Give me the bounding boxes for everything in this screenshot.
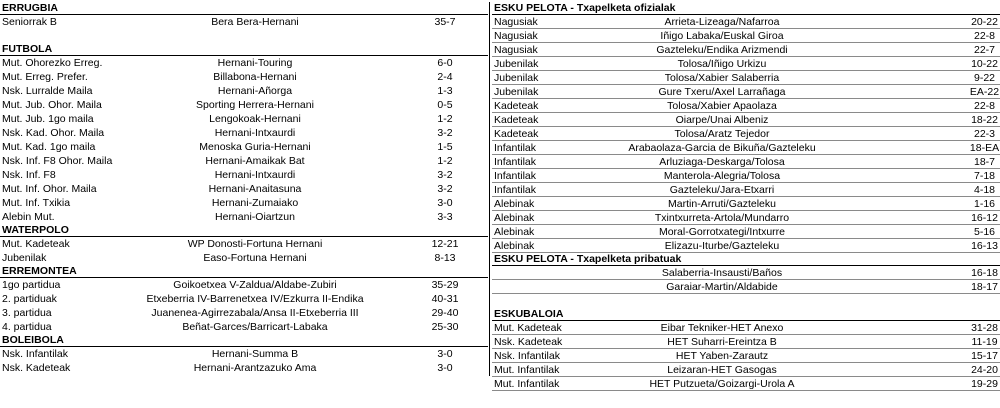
- result-row: [492, 169, 1000, 183]
- category-cell: 3. partidua: [2, 307, 52, 319]
- match-cell: Sporting Herrera-Hernani: [196, 99, 314, 111]
- result-row: [0, 251, 488, 265]
- match-cell: Eibar Tekniker-HET Anexo: [660, 322, 784, 334]
- score-cell: 16-13: [971, 240, 998, 252]
- match-cell: Iñigo Labaka/Euskal Giroa: [660, 30, 784, 42]
- score-cell: 1-5: [437, 141, 453, 153]
- score-cell: 1-2: [437, 155, 453, 167]
- section-title: ERREMONTEA: [0, 265, 488, 278]
- result-row: [0, 292, 488, 306]
- result-row: [0, 84, 488, 98]
- category-cell: Mut. Infantilak: [494, 378, 560, 390]
- category-cell: Mut. Inf. Txikia: [2, 197, 71, 209]
- match-cell: WP Donosti-Fortuna Hernani: [187, 238, 323, 250]
- category-cell: Alebin Mut.: [2, 211, 55, 223]
- match-cell: Elizazu-Iturbe/Gazteleku: [664, 240, 780, 252]
- result-row: [0, 347, 488, 361]
- category-cell: Nsk. Kadeteak: [2, 362, 71, 374]
- category-cell: Mut. Kadeteak: [2, 238, 70, 250]
- section-title: ESKU PELOTA - Txapelketa ofizialak: [492, 2, 1000, 15]
- result-row: [492, 85, 1000, 99]
- match-cell: Hernani-Intxaurdi: [214, 169, 296, 181]
- category-cell: Alebinak: [494, 226, 535, 238]
- result-row: [0, 126, 488, 140]
- score-cell: 18-22: [971, 114, 998, 126]
- score-cell: 11-19: [971, 336, 998, 348]
- result-row: [0, 56, 488, 70]
- score-cell: 1-16: [973, 198, 995, 210]
- result-row: [0, 98, 488, 112]
- category-cell: Infantilak: [494, 170, 537, 182]
- match-cell: HET Putzueta/Goizargi-Urola A: [649, 378, 795, 390]
- result-row: [0, 15, 488, 29]
- result-row: [492, 113, 1000, 127]
- category-cell: Mut. Jub. Ohor. Maila: [2, 99, 102, 111]
- match-cell: Hernani-Touring: [217, 57, 293, 69]
- result-row: [0, 154, 488, 168]
- match-cell: Tolosa/Xabier Apaolaza: [667, 100, 777, 112]
- section-spacer: [0, 29, 488, 43]
- category-cell: Alebinak: [494, 198, 535, 210]
- category-cell: Jubenilak: [494, 86, 539, 98]
- match-cell: Goikoetxea V-Zaldua/Aldabe-Zubiri: [173, 279, 337, 291]
- category-cell: Infantilak: [494, 184, 537, 196]
- result-row: [0, 278, 488, 292]
- category-cell: Nsk. Infantilak: [494, 350, 560, 362]
- match-cell: Salaberria-Insausti/Baños: [661, 267, 783, 279]
- result-row: [492, 197, 1000, 211]
- score-cell: 22-3: [973, 128, 995, 140]
- score-cell: 35-29: [431, 279, 459, 291]
- score-cell: 3-0: [437, 362, 453, 374]
- section-title: BOLEIBOLA: [0, 334, 488, 347]
- score-cell: 7-18: [973, 170, 995, 182]
- score-cell: 10-22: [971, 58, 998, 70]
- score-cell: 15-17: [971, 350, 998, 362]
- match-cell: Hernani-Amaikak Bat: [205, 155, 305, 167]
- score-cell: 22-8: [973, 30, 995, 42]
- category-cell: Kadeteak: [494, 114, 539, 126]
- category-cell: Alebinak: [494, 212, 535, 224]
- result-row: [492, 266, 1000, 280]
- score-cell: 12-21: [431, 238, 459, 250]
- category-cell: Mut. Erreg. Prefer.: [2, 71, 88, 83]
- match-cell: Manterola-Alegria/Tolosa: [663, 170, 781, 182]
- score-cell: 25-30: [431, 321, 459, 333]
- score-cell: 3-0: [437, 197, 453, 209]
- result-row: [492, 239, 1000, 253]
- category-cell: Infantilak: [494, 156, 537, 168]
- match-cell: Txintxurreta-Artola/Mundarro: [654, 212, 790, 224]
- result-row: [0, 168, 488, 182]
- category-cell: Nsk. Lurralde Maila: [2, 85, 93, 97]
- score-cell: 4-18: [973, 184, 995, 196]
- category-cell: Mut. Kadeteak: [494, 322, 562, 334]
- result-row: [492, 141, 1000, 155]
- category-cell: Mut. Kad. 1go maila: [2, 141, 96, 153]
- score-cell: 1-3: [437, 85, 453, 97]
- section-title: ESKU PELOTA - Txapelketa pribatuak: [492, 253, 1000, 266]
- category-cell: 2. partiduak: [2, 293, 57, 305]
- score-cell: 3-2: [437, 183, 453, 195]
- score-cell: 22-7: [973, 44, 995, 56]
- score-cell: 31-28: [971, 322, 998, 334]
- match-cell: Billabona-Hernani: [213, 71, 297, 83]
- right-results-column: [492, 2, 1000, 391]
- score-cell: 8-13: [434, 252, 456, 264]
- match-cell: Hernani-Zumaiako: [211, 197, 299, 209]
- match-cell: Hernani-Intxaurdi: [214, 127, 296, 139]
- match-cell: HET Suharri-Ereintza B: [667, 336, 777, 348]
- result-row: [492, 335, 1000, 349]
- score-cell: 3-2: [437, 169, 453, 181]
- category-cell: Jubenilak: [494, 72, 539, 84]
- category-cell: Infantilak: [494, 142, 537, 154]
- match-cell: Hernani-Añorga: [217, 85, 293, 97]
- category-cell: Jubenilak: [494, 58, 539, 70]
- category-cell: Mut. Ohorezko Erreg.: [2, 57, 103, 69]
- result-row: [492, 363, 1000, 377]
- score-cell: 20-22: [971, 16, 998, 28]
- score-cell: 3-0: [437, 348, 453, 360]
- section-title: ESKUBALOIA: [492, 308, 1000, 321]
- category-cell: Nsk. Inf. F8: [2, 169, 56, 181]
- result-row: [492, 127, 1000, 141]
- score-cell: 1-2: [437, 113, 453, 125]
- result-row: [492, 211, 1000, 225]
- match-cell: Tolosa/Xabier Salaberria: [664, 72, 780, 84]
- match-cell: Hernani-Summa B: [211, 348, 299, 360]
- category-cell: Mut. Infantilak: [494, 364, 560, 376]
- match-cell: Hernani-Anaitasuna: [208, 183, 302, 195]
- score-cell: 29-40: [431, 307, 459, 319]
- result-row: [492, 15, 1000, 29]
- match-cell: Arluziaga-Deskarga/Tolosa: [659, 156, 785, 168]
- score-cell: 3-2: [437, 127, 453, 139]
- match-cell: Etxeberria IV-Barrenetxea IV/Ezkurra II-Endika: [146, 293, 364, 305]
- match-cell: Juanenea-Agirrezabala/Ansa II-Etxeberria III: [151, 307, 359, 319]
- score-cell: 24-20: [971, 364, 998, 376]
- result-row: [0, 361, 488, 375]
- score-cell: 6-0: [437, 57, 453, 69]
- match-cell: Menoska Guria-Hernani: [199, 141, 311, 153]
- category-cell: Nsk. Inf. F8 Ohor. Maila: [2, 155, 113, 167]
- column-divider: [489, 2, 490, 376]
- category-cell: Seniorrak B: [2, 16, 57, 28]
- section-title: WATERPOLO: [0, 224, 488, 237]
- score-cell: 35-7: [434, 16, 456, 28]
- match-cell: Gure Txeru/Axel Larrañaga: [658, 86, 786, 98]
- match-cell: Martin-Arruti/Gazteleku: [668, 198, 776, 210]
- match-cell: Gazteleku/Jara-Etxarri: [669, 184, 775, 196]
- score-cell: 2-4: [437, 71, 453, 83]
- score-cell: 18-EA: [969, 142, 1000, 154]
- result-row: [0, 182, 488, 196]
- match-cell: Moral-Gorrotxategi/Intxurre: [658, 226, 786, 238]
- result-row: [0, 210, 488, 224]
- match-cell: Bera Bera-Hernani: [211, 16, 299, 28]
- result-row: [492, 183, 1000, 197]
- score-cell: 3-3: [437, 211, 453, 223]
- result-row: [0, 112, 488, 126]
- result-row: [492, 57, 1000, 71]
- result-row: [492, 71, 1000, 85]
- section-title: FUTBOLA: [0, 43, 488, 56]
- result-row: [492, 280, 1000, 294]
- result-row: [0, 70, 488, 84]
- category-cell: Nagusiak: [494, 30, 538, 42]
- result-row: [492, 155, 1000, 169]
- score-cell: EA-22: [969, 86, 1000, 98]
- score-cell: 16-12: [971, 212, 998, 224]
- result-row: [492, 99, 1000, 113]
- match-cell: Easo-Fortuna Hernani: [203, 252, 307, 264]
- category-cell: Nagusiak: [494, 44, 538, 56]
- result-row: [492, 321, 1000, 335]
- category-cell: Mut. Inf. Ohor. Maila: [2, 183, 97, 195]
- result-row: [492, 349, 1000, 363]
- match-cell: Beñat-Garces/Barricart-Labaka: [182, 321, 328, 333]
- result-row: [0, 306, 488, 320]
- category-cell: Nagusiak: [494, 16, 538, 28]
- result-row: [492, 377, 1000, 391]
- match-cell: Garaiar-Martin/Aldabide: [666, 281, 778, 293]
- match-cell: Tolosa/Iñigo Urkizu: [677, 58, 767, 70]
- category-cell: Nsk. Kadeteak: [494, 336, 563, 348]
- result-row: [0, 140, 488, 154]
- match-cell: Lengokoak-Hernani: [209, 113, 301, 125]
- match-cell: Hernani-Arantzazuko Ama: [193, 362, 317, 374]
- category-cell: Kadeteak: [494, 100, 539, 112]
- score-cell: 18-7: [973, 156, 995, 168]
- result-row: [492, 29, 1000, 43]
- score-cell: 5-16: [973, 226, 995, 238]
- result-row: [0, 320, 488, 334]
- category-cell: Nsk. Infantilak: [2, 348, 68, 360]
- category-cell: Nsk. Kad. Ohor. Maila: [2, 127, 105, 139]
- match-cell: Arabaolaza-Garcia de Bikuña/Gazteleku: [628, 142, 816, 154]
- result-row: [492, 43, 1000, 57]
- category-cell: 4. partidua: [2, 321, 52, 333]
- category-cell: 1go partidua: [2, 279, 61, 291]
- category-cell: Jubenilak: [2, 252, 47, 264]
- left-results-column: [0, 2, 488, 375]
- score-cell: 16-18: [971, 267, 998, 279]
- section-title: ERRUGBIA: [0, 2, 488, 15]
- result-row: [0, 237, 488, 251]
- score-cell: 40-31: [431, 293, 459, 305]
- score-cell: 18-17: [971, 281, 998, 293]
- match-cell: HET Yaben-Zarautz: [675, 350, 769, 362]
- match-cell: Hernani-Oiartzun: [215, 211, 295, 223]
- score-cell: 19-29: [971, 378, 998, 390]
- category-cell: Mut. Jub. 1go maila: [2, 113, 94, 125]
- result-row: [492, 225, 1000, 239]
- match-cell: Oiarpe/Unai Albeniz: [675, 114, 769, 126]
- section-spacer: [492, 294, 1000, 308]
- category-cell: Alebinak: [494, 240, 535, 252]
- category-cell: Kadeteak: [494, 128, 539, 140]
- score-cell: 22-8: [973, 100, 995, 112]
- score-cell: 9-22: [973, 72, 995, 84]
- match-cell: Tolosa/Aratz Tejedor: [674, 128, 770, 140]
- score-cell: 0-5: [437, 99, 453, 111]
- result-row: [0, 196, 488, 210]
- match-cell: Leizaran-HET Gasogas: [667, 364, 777, 376]
- match-cell: Arrieta-Lizeaga/Nafarroa: [664, 16, 780, 28]
- match-cell: Gazteleku/Endika Arizmendi: [656, 44, 788, 56]
